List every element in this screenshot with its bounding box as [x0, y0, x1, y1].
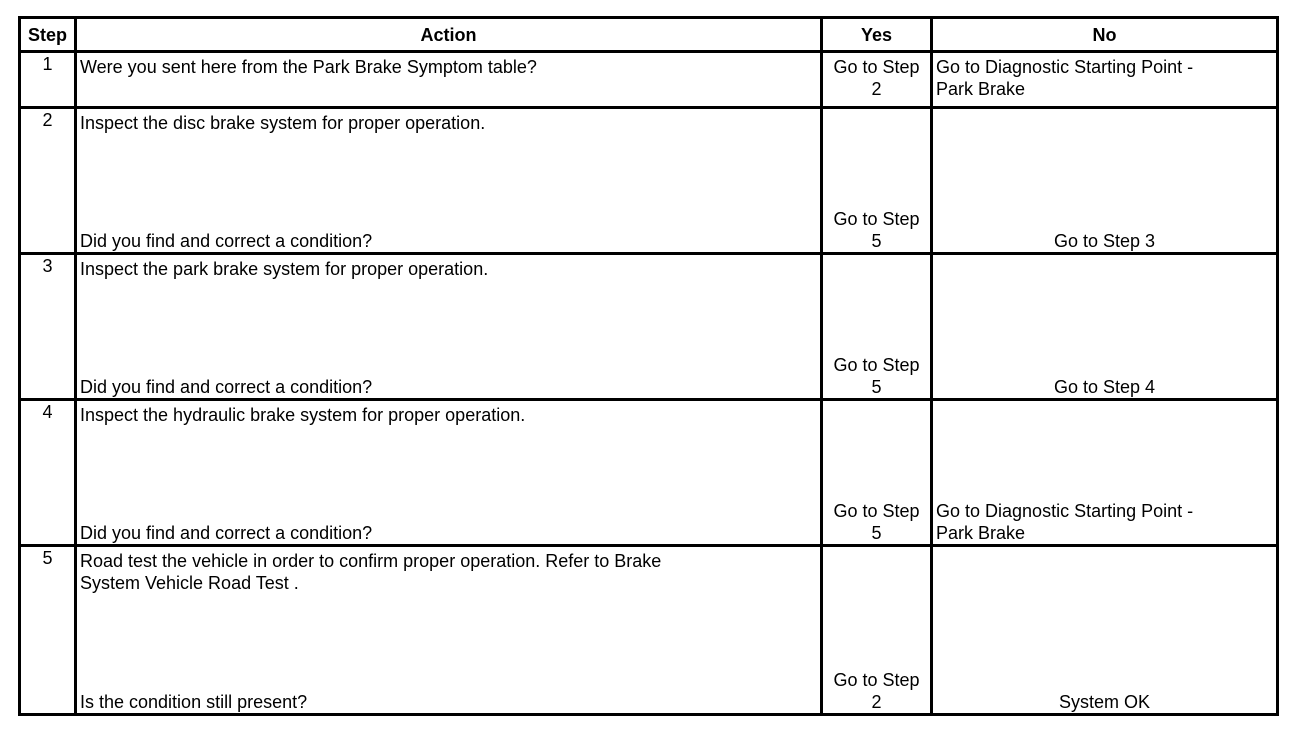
table-row — [20, 546, 1278, 715]
action-instruction: Inspect the hydraulic brake system for proper operation. — [80, 405, 526, 425]
no-cell — [932, 400, 1278, 546]
no-link-cont: Park Brake — [936, 523, 1026, 543]
action-cell — [76, 52, 822, 108]
diagnostic-table — [18, 16, 1279, 716]
no-link: Go to Step 4 — [1053, 377, 1156, 397]
yes-link: Go to Step — [833, 57, 920, 77]
step-number: 4 — [20, 400, 76, 546]
action-question: Did you find and correct a condition? — [80, 377, 373, 397]
header-yes: Yes — [822, 18, 932, 52]
action-cell — [76, 254, 822, 400]
yes-link: Go to Step — [833, 355, 920, 375]
header-no: No — [932, 18, 1278, 52]
no-cell — [932, 546, 1278, 715]
yes-step-number: 5 — [871, 523, 882, 543]
table-header-row — [20, 18, 1278, 52]
table-row — [20, 108, 1278, 254]
yes-cell — [822, 400, 932, 546]
action-instruction: Road test the vehicle in order to confirm proper operation. Refer to Brake — [80, 551, 662, 571]
action-cell — [76, 108, 822, 254]
no-cell — [932, 52, 1278, 108]
action-question: Did you find and correct a condition? — [80, 523, 373, 543]
yes-link: Go to Step — [833, 501, 920, 521]
step-number: 3 — [20, 254, 76, 400]
action-instruction: Inspect the disc brake system for proper operation. — [80, 113, 486, 133]
no-cell — [932, 254, 1278, 400]
step-number: 5 — [20, 546, 76, 715]
table-row — [20, 52, 1278, 108]
yes-cell — [822, 254, 932, 400]
no-link: Go to Diagnostic Starting Point - — [936, 501, 1194, 521]
no-link: Go to Step 3 — [1053, 231, 1156, 251]
action-question: Is the condition still present? — [80, 692, 308, 712]
action-cell — [76, 400, 822, 546]
action-instruction: Were you sent here from the Park Brake Symptom table? — [80, 57, 537, 77]
yes-step-number: 5 — [871, 377, 882, 397]
table-row — [20, 254, 1278, 400]
action-cell — [76, 546, 822, 715]
yes-cell — [822, 108, 932, 254]
header-action: Action — [76, 18, 822, 52]
yes-cell — [822, 52, 932, 108]
no-link-cont: Park Brake — [936, 79, 1026, 99]
step-number: 2 — [20, 108, 76, 254]
yes-step-number: 5 — [871, 231, 882, 251]
yes-cell — [822, 546, 932, 715]
yes-link: Go to Step — [833, 670, 920, 690]
action-question: Did you find and correct a condition? — [80, 231, 373, 251]
table-row — [20, 400, 1278, 546]
step-number: 1 — [20, 52, 76, 108]
header-step: Step — [20, 18, 76, 52]
yes-step-number: 2 — [871, 79, 882, 99]
no-link: Go to Diagnostic Starting Point - — [936, 57, 1194, 77]
no-cell — [932, 108, 1278, 254]
yes-step-number: 2 — [871, 692, 882, 712]
no-result: System OK — [1058, 692, 1151, 712]
action-instruction: Inspect the park brake system for proper operation. — [80, 259, 489, 279]
yes-link: Go to Step — [833, 209, 920, 229]
action-instruction-cont: System Vehicle Road Test . — [80, 573, 299, 593]
